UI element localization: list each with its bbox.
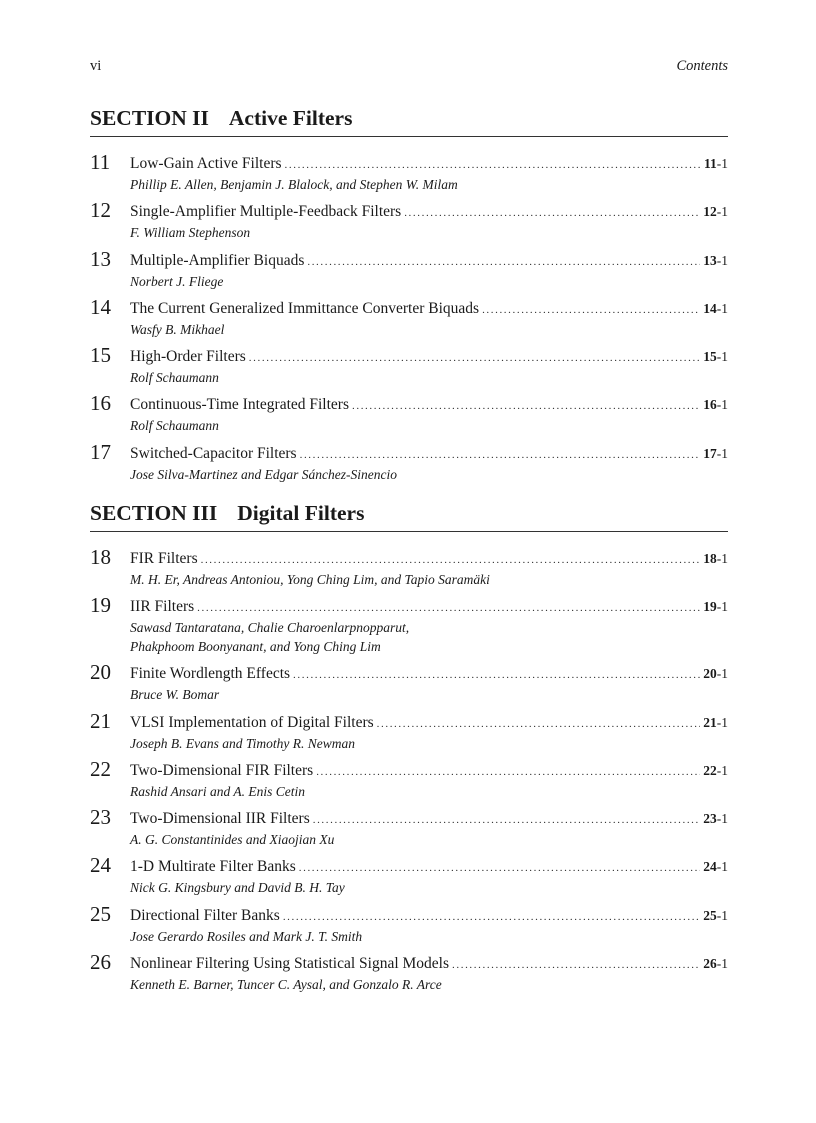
toc-entries [90,546,728,999]
toc-entry[interactable] [90,661,728,709]
chapter-number: 20 [90,660,111,685]
toc-entry[interactable] [90,441,728,489]
page-number: -1 [716,714,728,730]
chapter-authors [130,927,728,946]
toc-entry[interactable] [90,344,728,392]
chapter-title[interactable]: Single-Amplifier Multiple-Feedback Filters [130,203,402,221]
chapter-title-line [130,252,728,271]
chapter-authors [130,416,728,435]
chapter-authors [130,223,728,242]
page-number: -1 [716,907,728,923]
chapter-authors [130,975,728,994]
chapter-title-line [130,445,728,464]
chapter-title-line [130,300,728,319]
chapter-authors [130,570,728,589]
chapter-number: 15 [90,343,111,368]
toc-entry[interactable] [90,199,728,247]
page-number: -1 [716,666,728,682]
section-title: Digital Filters [237,501,365,525]
page-chapter-number: 19 [703,599,717,615]
chapter-title[interactable]: FIR Filters [130,550,198,567]
chapter-title[interactable]: Multiple-Amplifier Biquads [130,251,305,269]
chapter-title[interactable]: VLSI Implementation of Digital Filters [130,713,374,731]
page-reference[interactable] [703,445,728,463]
dot-leader [197,599,700,617]
page-number: -1 [716,349,728,365]
author-line: Phillip E. Allen, Benjamin J. Blalock, and Stephen W. Milam [130,177,458,192]
page-number: -1 [716,445,728,461]
page-reference[interactable] [704,155,728,173]
chapter-title-line [130,714,728,733]
page-chapter-number: 21 [703,714,717,730]
author-line: Nick G. Kingsbury and David B. H. Tay [130,880,345,896]
chapter-title-line [130,598,728,617]
chapter-title-line [130,550,728,569]
chapter-authors [130,830,728,849]
author-line: A. G. Constantinides and Xiaojian Xu [130,832,335,848]
page-number: -1 [716,811,728,827]
page-chapter-number: 25 [703,907,717,923]
running-title: Contents [676,58,728,74]
chapter-title[interactable]: High-Order Filters [130,348,246,366]
chapter-title-line [130,665,728,684]
page-number: -1 [716,156,728,171]
toc-entries [90,151,728,489]
page-chapter-number: 11 [703,156,717,171]
chapter-title-line [130,203,728,222]
page-reference[interactable] [703,550,728,568]
author-line: F. William Stephenson [130,225,251,241]
dot-leader [300,446,701,464]
dot-leader [452,956,700,974]
dot-leader [201,551,701,569]
chapter-authors [130,618,728,656]
dot-leader [377,715,701,733]
chapter-number: 19 [90,593,111,618]
chapter-title[interactable]: Directional Filter Banks [130,906,280,924]
chapter-number: 22 [90,756,111,781]
page-number: -1 [716,397,728,413]
section-title: Active Filters [228,106,353,130]
page-reference[interactable] [703,252,728,270]
toc-entry[interactable] [90,903,728,951]
chapter-authors [130,272,728,291]
dot-leader [316,763,700,781]
dot-leader [283,908,700,926]
chapter-title[interactable]: The Current Generalized Immittance Converter Biquads [130,299,480,317]
dot-leader [313,811,701,829]
page-reference[interactable] [703,858,728,876]
section-digital-filters [90,501,728,999]
chapter-title[interactable]: Nonlinear Filtering Using Statistical Signal Models [130,955,450,973]
chapter-authors [130,368,728,387]
author-line: Rolf Schaumann [130,370,219,386]
page-reference[interactable] [703,203,728,221]
page-chapter-number: 23 [703,811,717,827]
author-line: Jose Silva-Martinez and Edgar Sánchez-Sinencio [130,466,397,482]
chapter-number: 18 [90,545,111,569]
author-line: M. H. Er, Andreas Antoniou, Yong Ching Lim, and Tapio Saramäki [130,572,490,587]
author-line: Rolf Schaumann [130,418,219,434]
dot-leader [293,666,700,684]
chapter-number: 23 [90,805,111,830]
page-chapter-number: 20 [703,666,717,682]
toc-entry[interactable] [90,806,728,854]
chapter-title-line [130,396,728,415]
chapter-title-line [130,155,728,174]
chapter-authors [130,685,728,704]
author-line: Rashid Ansari and A. Enis Cetin [130,783,306,799]
toc-entry[interactable] [90,151,728,199]
page-chapter-number: 15 [703,349,717,365]
chapter-title[interactable]: Two-Dimensional FIR Filters [130,761,314,779]
dot-leader [285,156,701,174]
page-number: -1 [716,204,728,220]
dot-leader [352,397,700,415]
author-line: Wasfy B. Mikhael [130,321,225,337]
chapter-title-line [130,348,728,367]
chapter-authors [130,465,728,484]
toc-entry[interactable] [90,546,728,594]
chapter-title-line [130,858,728,877]
section-header [90,501,728,532]
toc-entry[interactable] [90,710,728,758]
toc-entry[interactable] [90,951,728,999]
chapter-authors [130,175,728,194]
page-reference[interactable] [703,714,728,732]
page-chapter-number: 14 [703,300,717,316]
chapter-number: 12 [90,198,111,223]
page-reference[interactable] [703,955,728,973]
chapter-title[interactable]: Continuous-Time Integrated Filters [130,396,349,414]
running-head [90,58,728,76]
page-number: -1 [716,956,728,972]
page-number: -1 [716,551,728,566]
chapter-number: 11 [90,150,111,174]
page-chapter-number: 12 [703,204,717,220]
chapter-number: 25 [90,901,111,926]
chapter-authors [130,320,728,339]
author-line: Bruce W. Bomar [130,687,220,703]
page-chapter-number: 22 [703,762,717,778]
page-number: -1 [716,300,728,316]
page-number: -1 [716,762,728,778]
author-line: Sawasd Tantaratana, Chalie Charoenlarpnopparut, [130,620,410,636]
dot-leader [249,349,700,367]
page-chapter-number: 16 [703,397,717,413]
toc-entry[interactable] [90,296,728,344]
chapter-title[interactable]: 1-D Multirate Filter Banks [130,858,296,876]
toc-entry[interactable] [90,758,728,806]
page-folio: vi [90,58,102,74]
chapter-authors [130,782,728,801]
chapter-number: 14 [90,294,111,319]
chapter-authors [130,878,728,897]
page-reference[interactable] [703,348,728,366]
toc-entry[interactable] [90,854,728,902]
page-number: -1 [716,252,728,268]
chapter-number: 16 [90,391,111,416]
section-label: SECTION II [90,106,209,130]
section-label: SECTION III [90,501,218,525]
page-reference[interactable] [703,810,728,828]
author-line: Phakphoom Boonyanant, and Yong Ching Lim [130,639,381,655]
chapter-title[interactable]: Low-Gain Active Filters [130,155,282,172]
chapter-authors [130,734,728,753]
dot-leader [307,253,700,271]
chapter-number: 17 [90,439,111,464]
chapter-number: 13 [90,246,111,271]
chapter-title-line [130,907,728,926]
chapter-title[interactable]: IIR Filters [130,598,195,616]
author-line: Kenneth E. Barner, Tuncer C. Aysal, and Gonzalo R. Arce [130,977,442,993]
chapter-title-line [130,810,728,829]
chapter-title[interactable]: Finite Wordlength Effects [130,665,291,683]
page-reference[interactable] [703,396,728,414]
page-number: -1 [716,859,728,875]
page-number: -1 [716,599,728,615]
page-chapter-number: 18 [703,551,717,566]
page-chapter-number: 13 [703,252,717,268]
page-reference[interactable] [703,762,728,780]
dot-leader [404,204,700,222]
dot-leader [482,301,700,319]
chapter-number: 21 [90,708,111,733]
chapter-number: 26 [90,950,111,975]
chapter-title-line [130,955,728,974]
author-line: Jose Gerardo Rosiles and Mark J. T. Smith [130,928,363,944]
toc-entry[interactable] [90,392,728,440]
page-chapter-number: 26 [703,956,717,972]
chapter-title[interactable]: Switched-Capacitor Filters [130,444,297,462]
toc-entry[interactable] [90,248,728,296]
chapter-number: 24 [90,853,111,878]
page-reference[interactable] [703,907,728,925]
page-chapter-number: 24 [703,859,717,875]
author-line: Joseph B. Evans and Timothy R. Newman [130,735,355,751]
page-reference[interactable] [703,300,728,318]
chapter-title-line [130,762,728,781]
dot-leader [299,859,701,877]
section-header [90,106,728,137]
page-chapter-number: 17 [703,445,717,461]
toc-entry[interactable] [90,594,728,661]
page-reference[interactable] [703,598,728,616]
author-line: Norbert J. Fliege [130,273,224,289]
page-reference[interactable] [703,665,728,683]
section-active-filters [90,106,728,489]
chapter-title[interactable]: Two-Dimensional IIR Filters [130,810,310,828]
